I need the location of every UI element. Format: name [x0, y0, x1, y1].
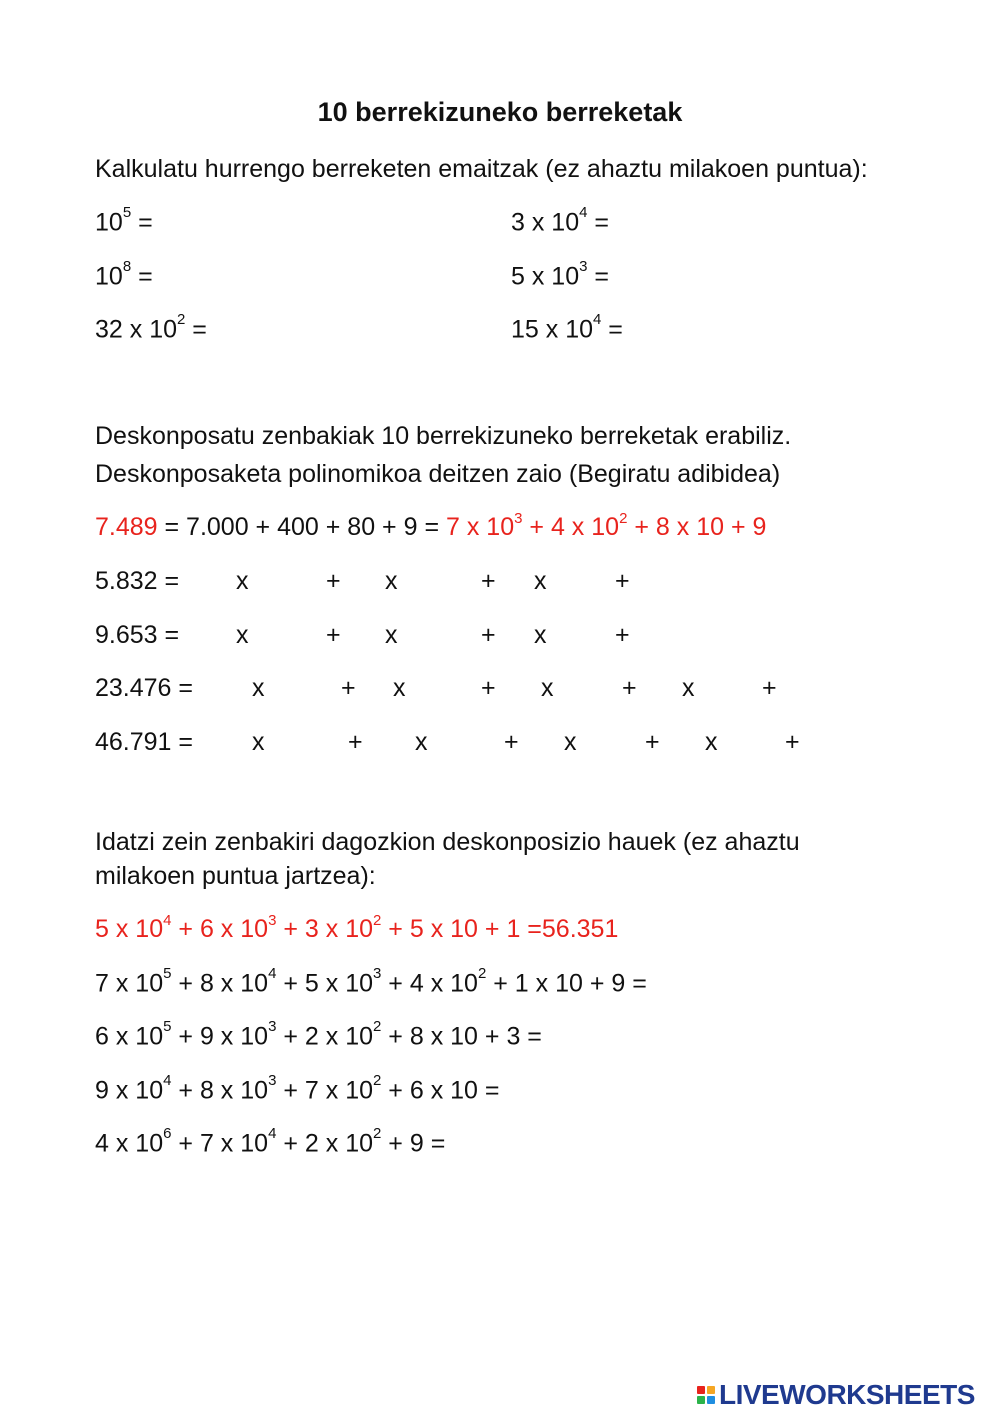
power-item: 5 x $10^3$ =: [511, 263, 877, 293]
times-sign: x: [252, 728, 265, 756]
power-item: 3 x $10^4$ =: [511, 209, 877, 239]
logo-text: LIVEWORKSHEETS: [719, 1379, 975, 1410]
decompose-label: 9.653 =: [95, 621, 180, 649]
plus-sign: +: [615, 567, 630, 595]
logo-square: [697, 1386, 705, 1394]
logo-mark-icon: [697, 1386, 715, 1404]
times-sign: x: [534, 621, 547, 649]
times-sign: x: [415, 728, 428, 756]
answer-input[interactable]: [550, 1023, 810, 1053]
composition-row: 7 x $10^5 + 8$ x $10^4 + 5$ x $10^3 + 4$ x $10^2 + 1$ x 10 + 9 =: [95, 970, 835, 1000]
composition-row: 4 x $10^6 + 7$ x $10^4 + 2$ x $10^2 + 9$ =: [95, 1130, 753, 1160]
plus-sign: +: [504, 728, 519, 756]
plus-sign: +: [785, 728, 800, 756]
section1-instruction: Kalkulatu hurrengo berreketen emaitzak (ez ahaztu milakoen puntua):: [95, 155, 868, 183]
times-sign: x: [534, 567, 547, 595]
times-sign: x: [541, 674, 554, 702]
logo-square: [697, 1396, 705, 1404]
plus-sign: +: [348, 728, 363, 756]
answer-input[interactable]: [161, 209, 421, 239]
plus-sign: +: [481, 567, 496, 595]
power-item: $10^8$ =: [95, 263, 421, 293]
decompose-label: 23.476 =: [95, 674, 194, 702]
plus-sign: +: [341, 674, 356, 702]
answer-input[interactable]: [617, 263, 877, 293]
answer-input[interactable]: [453, 1130, 753, 1160]
times-sign: x: [252, 674, 265, 702]
composition-row: 6 x $10^5 + 9$ x $10^3 + 2$ x $10^2 + 8$ x 10 + 3 =: [95, 1023, 810, 1053]
plus-sign: +: [645, 728, 660, 756]
times-sign: x: [705, 728, 718, 756]
plus-sign: +: [615, 621, 630, 649]
times-sign: x: [393, 674, 406, 702]
liveworksheets-logo: [697, 1380, 975, 1410]
times-sign: x: [385, 567, 398, 595]
logo-square: [707, 1386, 715, 1394]
answer-input[interactable]: [508, 1077, 808, 1107]
decomposition-example: 7.489 = 7.000 + 400 + 80 + 9 = 7 x $10^3 + 4$ x $10^2 + 8$ x 10 + 9: [95, 510, 767, 541]
composition-row: 9 x $10^4 + 8$ x $10^3 + 7$ x $10^2 + 6$ x 10 =: [95, 1077, 808, 1107]
power-item: 32 x $10^2$ =: [95, 316, 465, 346]
times-sign: x: [236, 621, 249, 649]
plus-sign: +: [481, 674, 496, 702]
worksheet-title: 10 berrekizuneko berreketak: [317, 97, 683, 127]
answer-input[interactable]: [631, 316, 881, 346]
power-item: $10^5$ =: [95, 209, 421, 239]
answer-input[interactable]: [617, 209, 877, 239]
logo-square: [707, 1396, 715, 1404]
times-sign: x: [236, 567, 249, 595]
plus-sign: +: [762, 674, 777, 702]
plus-sign: +: [326, 567, 341, 595]
section2-instruction-line1: Deskonposatu zenbakiak 10 berrekizuneko berreketak erabiliz.: [95, 422, 792, 450]
times-sign: x: [385, 621, 398, 649]
section3-instruction-line1: Idatzi zein zenbakiri dagozkion deskonposizio hauek (ez ahaztu: [95, 828, 800, 856]
answer-input[interactable]: [655, 970, 835, 1000]
section2-instruction-line2: Deskonposaketa polinomikoa deitzen zaio (Begiratu adibidea): [95, 460, 781, 488]
composition-example: 5 x $10^4 + 6$ x $10^3 + 3$ x $10^2 + 5$ x 10 + 1 =56.351: [95, 912, 619, 943]
decompose-label: 46.791 =: [95, 728, 194, 756]
power-item: 15 x $10^4$ =: [511, 316, 881, 346]
section3-instruction-line2: milakoen puntua jartzea):: [95, 862, 376, 890]
times-sign: x: [564, 728, 577, 756]
answer-input[interactable]: [161, 263, 421, 293]
answer-input[interactable]: [215, 316, 465, 346]
times-sign: x: [682, 674, 695, 702]
decompose-label: 5.832 =: [95, 567, 180, 595]
plus-sign: +: [622, 674, 637, 702]
plus-sign: +: [481, 621, 496, 649]
plus-sign: +: [326, 621, 341, 649]
